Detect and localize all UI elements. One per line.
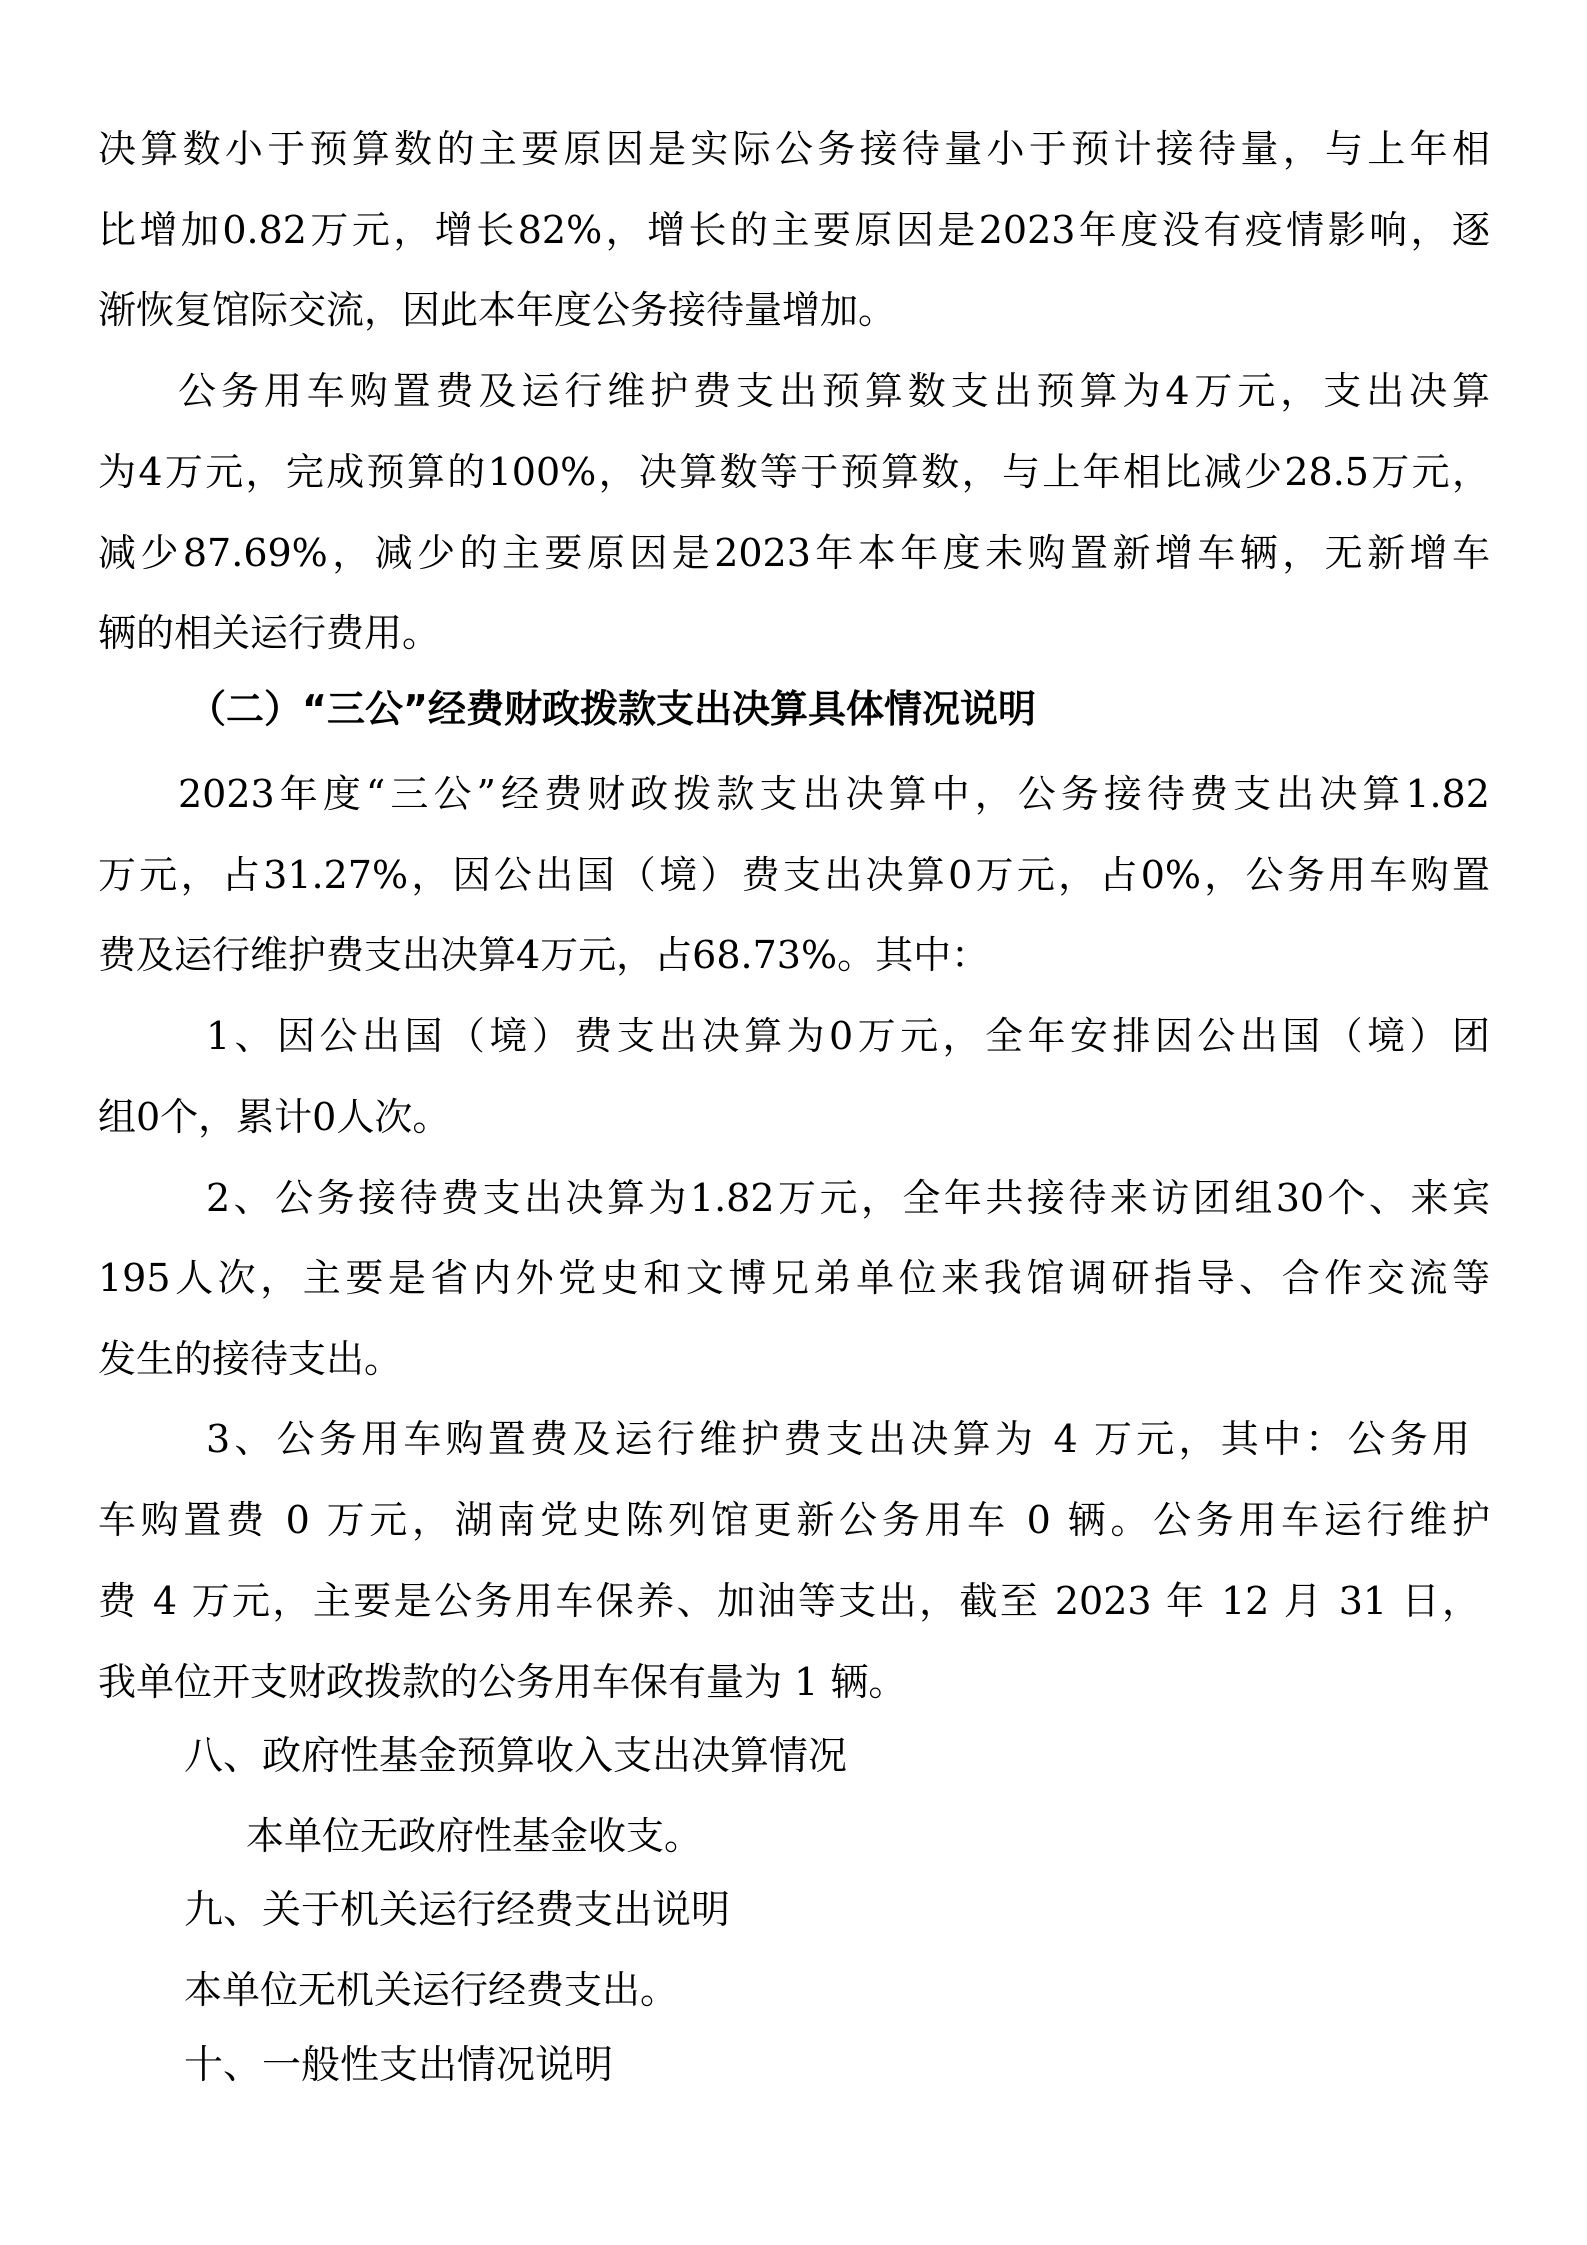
section-heading: 十、一般性支出情况说明 bbox=[184, 2043, 614, 2088]
list-item-line: 组0个，累计0人次。 bbox=[98, 1095, 451, 1139]
section-heading: 九、关于机关运行经费支出说明 bbox=[184, 1888, 731, 1933]
paragraph-line: 万元，占31.27%，因公出国（境）费支出决算0万元，占0%，公务用车购置 bbox=[98, 853, 1490, 897]
list-item-line: 我单位开支财政拨款的公务用车保有量为 1 辆。 bbox=[98, 1660, 907, 1704]
paragraph-line: 费及运行维护费支出决算4万元，占68.73%。其中： bbox=[98, 933, 990, 977]
paragraph-line: 辆的相关运行费用。 bbox=[98, 611, 441, 655]
list-item-line: 2、公务接待费支出决算为1.82万元，全年共接待来访团组30个、来宾 bbox=[206, 1176, 1490, 1220]
paragraph-line: 本单位无机关运行经费支出。 bbox=[184, 1968, 679, 2012]
list-item-line: 发生的接待支出。 bbox=[98, 1337, 403, 1381]
list-item-line: 1、因公出国（境）费支出决算为0万元，全年安排因公出国（境）团 bbox=[206, 1014, 1490, 1058]
paragraph-line: 比增加0.82万元，增长82%，增长的主要原因是2023年度没有疫情影响，逐 bbox=[98, 208, 1490, 252]
section-heading: 八、政府性基金预算收入支出决算情况 bbox=[184, 1734, 848, 1779]
paragraph-line: 减少87.69%，减少的主要原因是2023年本年度未购置新增车辆，无新增车 bbox=[98, 531, 1490, 575]
paragraph-line: 本单位无政府性基金收支。 bbox=[246, 1814, 703, 1858]
list-item-line: 车购置费 0 万元，湖南党史陈列馆更新公务用车 0 辆。公务用车运行维护 bbox=[98, 1498, 1490, 1542]
paragraph-line: 为4万元，完成预算的100%，决算数等于预算数，与上年相比减少28.5万元， bbox=[98, 450, 1490, 494]
paragraph-line: 2023年度“三公”经费财政拨款支出决算中，公务接待费支出决算1.82 bbox=[178, 772, 1490, 816]
list-item-line: 195人次，主要是省内外党史和文博兄弟单位来我馆调研指导、合作交流等 bbox=[98, 1256, 1490, 1300]
list-item-line: 3、公务用车购置费及运行维护费支出决算为 4 万元，其中：公务用 bbox=[206, 1417, 1470, 1461]
paragraph-line: 渐恢复馆际交流，因此本年度公务接待量增加。 bbox=[98, 288, 897, 332]
paragraph-line: 公务用车购置费及运行维护费支出预算数支出预算为4万元，支出决算 bbox=[178, 369, 1490, 413]
section-subheading: （二）“三公”经费财政拨款支出决算具体情况说明 bbox=[188, 687, 1036, 731]
list-item-line: 费 4 万元，主要是公务用车保养、加油等支出，截至 2023 年 12 月 31 日， bbox=[98, 1579, 1480, 1623]
paragraph-line: 决算数小于预算数的主要原因是实际公务接待量小于预计接待量，与上年相 bbox=[98, 127, 1490, 171]
